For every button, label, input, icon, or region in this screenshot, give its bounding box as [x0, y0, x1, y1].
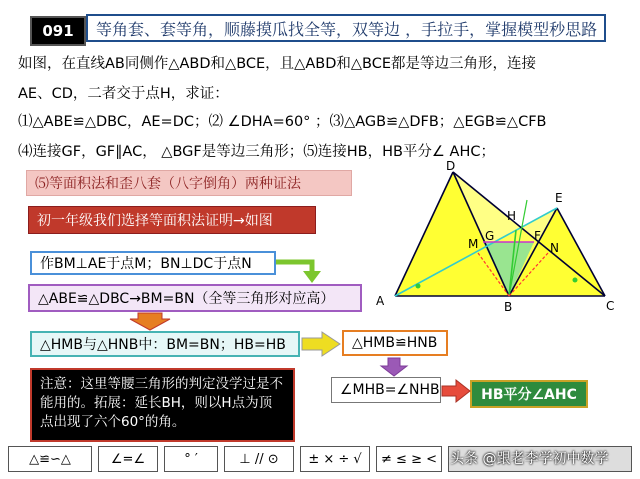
arrow-s3-s4 — [276, 262, 312, 272]
label-e: E — [555, 191, 563, 205]
arrow-s6-s7 — [381, 358, 407, 376]
step-construct-box: 作BM⊥AE于点M；BN⊥DC于点N — [30, 251, 276, 275]
label-f: F — [534, 229, 541, 243]
problem-line-4: ⑷连接GF，GF∥AC， △BGF是等边三角形；⑸连接HB，HB平分∠ AHC； — [18, 144, 495, 160]
toolbar-degree-button[interactable]: ° ′ — [164, 446, 218, 472]
problem-line-3: ⑴△ABE≌△DBC，AE=DC；⑵ ∠DHA=60° ；⑶△AGB≌△DFB；△EGB≌△CFB — [18, 114, 547, 130]
problem-number-badge: 091 — [30, 16, 86, 46]
label-g: G — [485, 229, 495, 243]
watermark: 头条 @跟老李学初中数学 — [450, 451, 609, 467]
toolbar-congruent-button[interactable]: △≌∽△ — [8, 446, 92, 472]
toolbar-operators-button[interactable]: ± × ÷ √ — [300, 446, 370, 472]
arrow-s3-s4-head — [303, 271, 321, 283]
toolbar-perpendicular-button[interactable]: ⊥ // ⊙ — [224, 446, 294, 472]
point-dot-left — [416, 284, 421, 289]
toolbar-angle-button[interactable]: ∠=∠ — [98, 446, 158, 472]
arrow-s5-s6 — [302, 332, 340, 356]
conclusion-box: HB平分∠AHC — [470, 380, 588, 408]
step-angle-equal-box: ∠MHB=∠NHB — [331, 377, 441, 403]
arrow-s4-s5 — [130, 313, 170, 330]
problem-line-1: 如图，在直线AB同侧作△ABD和△BCE，且△ABD和△BCE都是等边三角形，连接 — [18, 56, 536, 72]
point-dot-right — [573, 278, 578, 283]
label-c: C — [606, 299, 615, 313]
label-b: B — [504, 300, 513, 314]
step-congruent-box: △ABE≌△DBC→BM=BN（全等三角形对应高） — [28, 284, 362, 312]
geometry-figure — [370, 160, 640, 320]
note-box: 注意：这里等腰三角形的判定没学过是不能用的。拓展：延长BH，则以H点为顶点出现了六个60°的角。 — [30, 368, 295, 442]
step-triangles-box: △HMB与△HNB中：BM=BN；HB=HB — [30, 331, 300, 357]
label-m: M — [468, 237, 479, 251]
label-d: D — [446, 160, 456, 173]
label-h: H — [507, 209, 517, 223]
label-a: A — [376, 294, 385, 308]
step-hmb-congruent-box: △HMB≌HNB — [342, 330, 448, 356]
toolbar-inequality-button[interactable]: ≠ ≤ ≥ < — [376, 446, 442, 472]
label-n: N — [550, 241, 559, 255]
step-methods-box: ⑸等面积法和歪八套（八字倒角）两种证法 — [26, 170, 352, 196]
problem-line-2: AE、CD，二者交于点H，求证： — [18, 86, 229, 102]
arrow-s7-s8 — [442, 380, 470, 402]
step-choice-box: 初一年级我们选择等面积法证明→如图 — [28, 206, 316, 234]
page-title: 等角套、套等角，顺藤摸瓜找全等，双等边 ，手拉手，掌握模型秒思路 — [86, 14, 606, 42]
